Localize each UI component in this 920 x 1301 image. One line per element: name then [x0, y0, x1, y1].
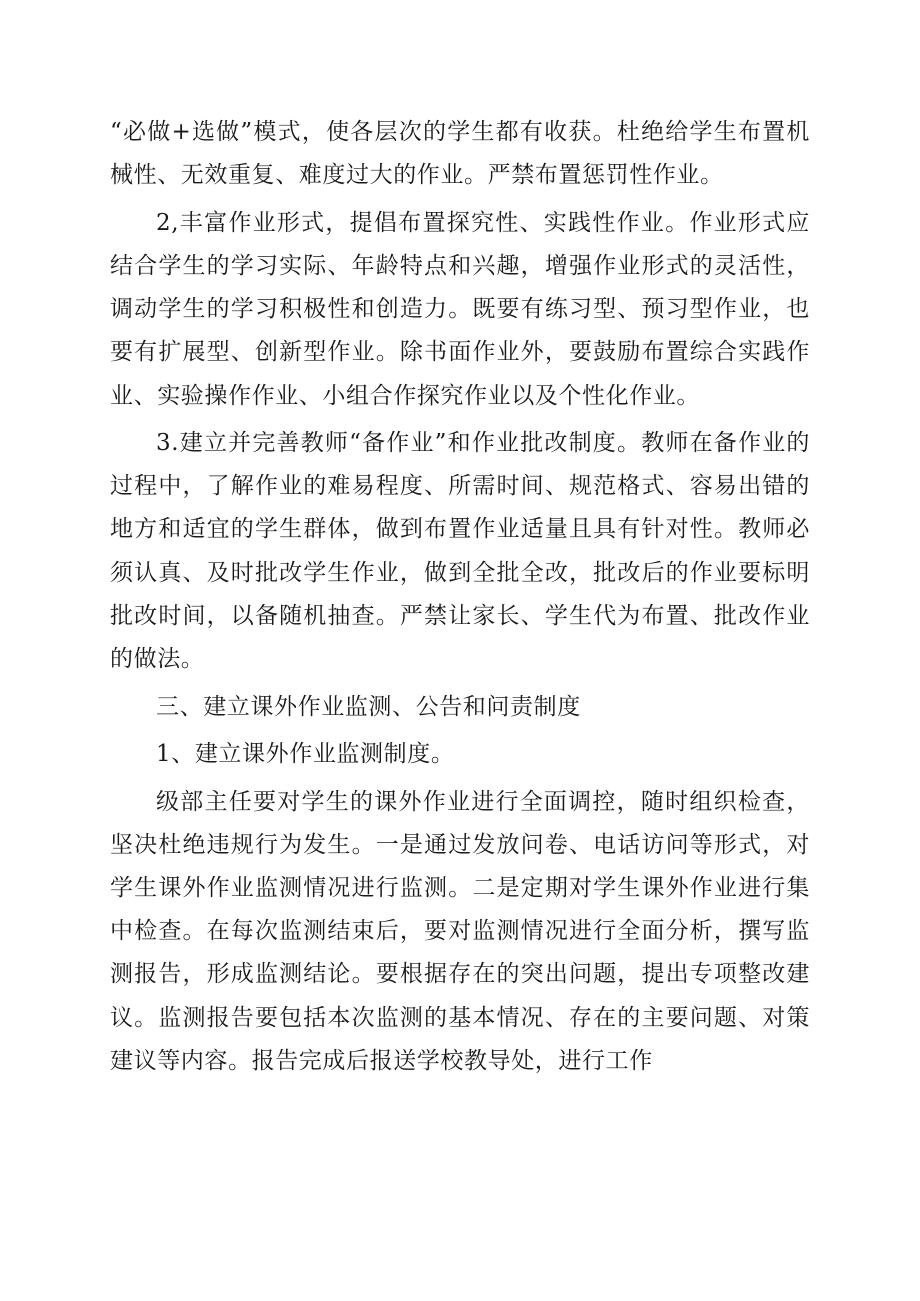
section-heading-monitoring: 三、建立课外作业监测、公告和问责制度 — [156, 693, 581, 720]
subheading-monitoring-system: 1、建立课外作业监测制度。 — [156, 741, 455, 768]
paragraph-enrich-homework-forms: 2,丰富作业形式，提倡布置探究性、实践性作业。作业形式应结合学生的学习实际、年龄特点和兴趣，增强作业形式的灵活性，调动学生的学习积极性和创造力。既要有练习型、预习型作业，也要有扩展型、创新型作业。除书面作业外，要鼓励布置综合实践作业、实验操作作业、小组合作探究作业以及个性化作业。 — [110, 209, 810, 409]
paragraph-mode-continuation: “必做+选做”模式，使各层次的学生都有收获。杜绝给学生布置机械性、无效重复、难度过大的作业。严禁布置惩罚性作业。 — [110, 119, 810, 189]
paragraph-monitoring-details: 级部主任要对学生的课外作业进行全面调控，随时组织检查，坚决杜绝违规行为发生。一是通过发放问卷、电话访问等形式，对学生课外作业监测情况进行监测。二是定期对学生课外作业进行集中检查。在每次监测结束后，要对监测情况进行全面分析，撰写监测报告，形成监测结论。要根据存在的突出问题，提出专项整改建议。监测报告要包括本次监测的基本情况、存在的主要问题、对策建议等内容。报告完成后报送学校教导处，进行工作 — [110, 788, 810, 1074]
document-body — [110, 111, 810, 1087]
paragraph-teacher-homework-prep: 3.建立并完善教师“备作业”和作业批改制度。教师在备作业的过程中，了解作业的难易程度、所需时间、规范格式、容易出错的地方和适宜的学生群体，做到布置作业适量且具有针对性。教师必须认真、及时批改学生作业，做到全批全改，批改后的作业要标明批改时间，以备随机抽查。严禁让家长、学生代为布置、批改作业的做法。 — [110, 430, 810, 673]
